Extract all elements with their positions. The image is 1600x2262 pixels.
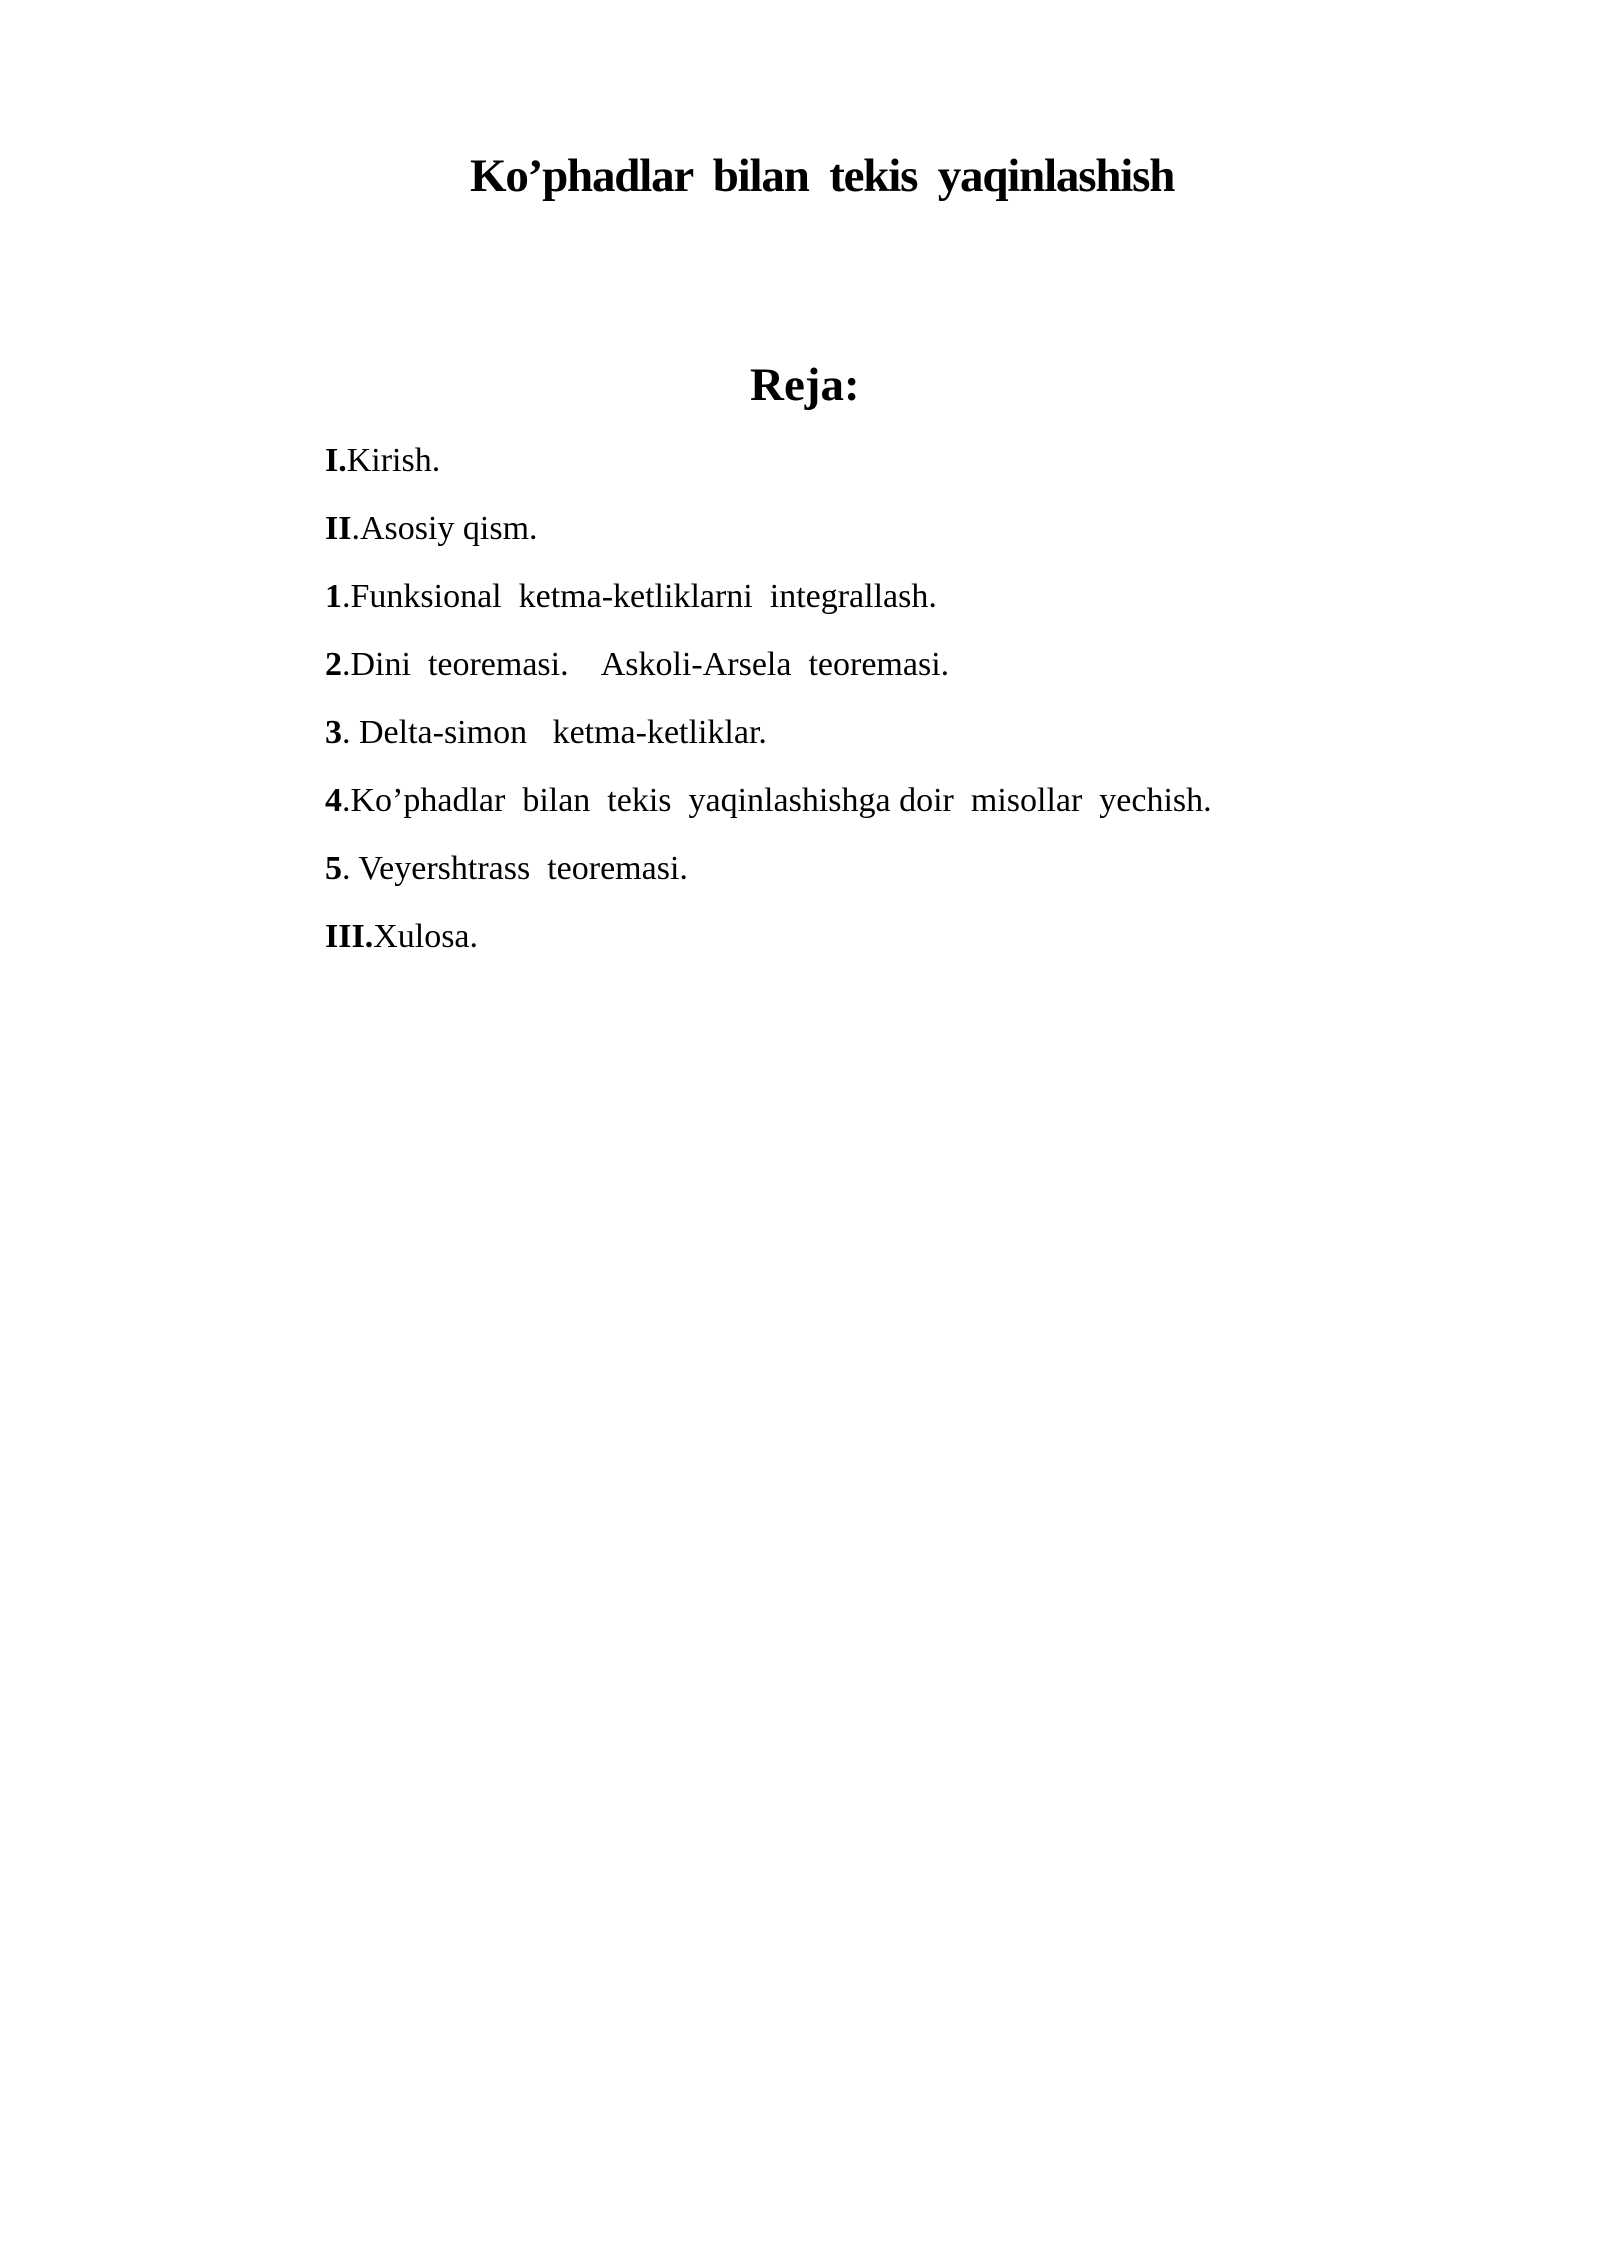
plan-heading: Reja: xyxy=(750,359,860,411)
plan-item-number: 2 xyxy=(325,646,342,683)
plan-item-text: .Dini teoremasi. Askoli-Arsela teoremasi. xyxy=(342,646,950,683)
plan-item xyxy=(325,505,1212,573)
plan-item-text: Xulosa. xyxy=(373,918,479,955)
plan-item xyxy=(325,913,1212,981)
plan-item-number: I. xyxy=(325,442,347,479)
plan-item-text: .Funksional ketma-ketliklarni integrallash. xyxy=(342,578,937,615)
plan-item-number: II xyxy=(325,510,352,547)
plan-item-number: III. xyxy=(325,918,374,955)
plan-item-text: . Delta-simon ketma-ketliklar. xyxy=(342,714,767,751)
plan-item-number: 5 xyxy=(325,850,342,887)
plan-item-number: 4 xyxy=(325,782,342,819)
plan-item xyxy=(325,777,1212,845)
plan-list xyxy=(325,437,1212,981)
plan-item xyxy=(325,845,1212,913)
document-title: Ko’phadlar bilan tekis yaqinlashish xyxy=(470,150,1175,202)
plan-item-number: 1 xyxy=(325,578,342,615)
plan-item xyxy=(325,709,1212,777)
plan-item-text: .Ko’phadlar bilan tekis yaqinlashishga doir misollar yechish. xyxy=(342,782,1212,819)
plan-item xyxy=(325,573,1212,641)
plan-item-number: 3 xyxy=(325,714,342,751)
plan-item xyxy=(325,641,1212,709)
plan-item-text: . Veyershtrass teoremasi. xyxy=(342,850,688,887)
plan-item xyxy=(325,437,1212,505)
plan-item-text: Kirish. xyxy=(346,442,441,479)
plan-item-text: .Asosiy qism. xyxy=(351,510,538,547)
